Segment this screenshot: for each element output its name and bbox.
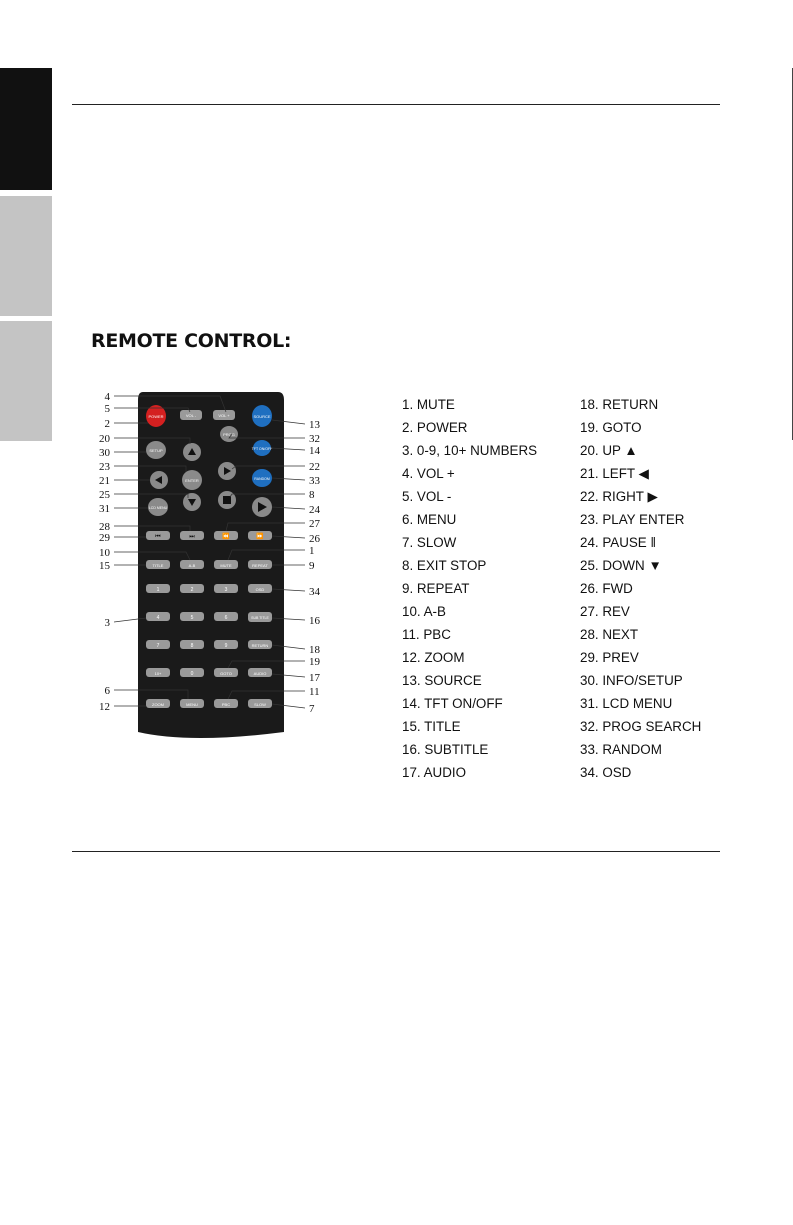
svg-text:REPEAT: REPEAT <box>252 563 268 568</box>
source-button[interactable] <box>252 405 272 427</box>
legend-item: 1. MUTE <box>402 397 455 412</box>
callout-27: 27 <box>309 518 320 530</box>
subtitle-button[interactable] <box>248 612 272 622</box>
callout-9: 9 <box>309 560 315 572</box>
remote-control-diagram <box>0 360 400 780</box>
callout-11: 11 <box>309 686 320 698</box>
svg-text:10+: 10+ <box>154 671 162 676</box>
prev-icon[interactable] <box>146 531 170 540</box>
svg-text:0: 0 <box>190 671 194 677</box>
svg-text:6: 6 <box>224 615 228 621</box>
fwd-icon[interactable] <box>248 531 272 540</box>
callout-8: 8 <box>309 489 315 501</box>
svg-text:A-B: A-B <box>188 563 196 568</box>
svg-text:9: 9 <box>224 643 228 649</box>
svg-text:7: 7 <box>156 643 160 649</box>
legend-item: 28. NEXT <box>580 627 639 642</box>
legend-item: 11. PBC <box>402 627 451 642</box>
pbc-button[interactable] <box>214 699 238 708</box>
svg-text:MENU: MENU <box>186 702 198 707</box>
key-1[interactable] <box>146 584 170 593</box>
legend-item: 16. SUBTITLE <box>402 742 489 757</box>
callout-30: 30 <box>99 447 110 459</box>
vol-plus-button[interactable] <box>213 410 235 420</box>
callout-19: 19 <box>309 656 320 668</box>
svg-text:POWER: POWER <box>148 414 164 419</box>
legend-item: 31. LCD MENU <box>580 696 673 711</box>
legend-item: 27. REV <box>580 604 630 619</box>
svg-text:SETUP: SETUP <box>149 448 163 453</box>
legend-item: 21. LEFT ◀ <box>580 466 649 481</box>
callout-2: 2 <box>104 418 110 430</box>
svg-text:PBC: PBC <box>221 702 231 707</box>
svg-text:ZOOM: ZOOM <box>152 702 164 707</box>
legend-item: 8. EXIT STOP <box>402 558 487 573</box>
key-10-plus[interactable] <box>146 668 170 677</box>
section-tab <box>0 196 52 316</box>
key-3[interactable] <box>214 584 238 593</box>
rev-icon[interactable] <box>214 531 238 540</box>
callout-23: 23 <box>99 461 110 473</box>
callout-14: 14 <box>309 445 320 457</box>
legend-item: 5. VOL - <box>402 489 452 504</box>
callout-25: 25 <box>99 489 110 501</box>
legend-item: 18. RETURN <box>580 397 659 412</box>
svg-text:⏮: ⏮ <box>155 534 161 540</box>
key-5[interactable] <box>180 612 204 621</box>
legend-item: 6. MENU <box>402 512 457 527</box>
lcd-menu-button[interactable] <box>148 498 168 516</box>
ab-button[interactable] <box>180 560 204 569</box>
legend-item: 30. INFO/SETUP <box>580 673 683 688</box>
osd-button[interactable] <box>248 584 272 593</box>
svg-text:RETURN: RETURN <box>251 643 269 648</box>
svg-text:TFT ON/OFF: TFT ON/OFF <box>251 447 273 451</box>
menu-button[interactable] <box>180 699 204 708</box>
svg-text:LCD MENU: LCD MENU <box>148 506 168 510</box>
mute-button[interactable] <box>214 560 238 569</box>
callout-20: 20 <box>99 433 110 445</box>
legend-item: 13. SOURCE <box>402 673 482 688</box>
down-arrow-icon[interactable] <box>183 493 201 511</box>
legend-item: 4. VOL + <box>402 466 455 481</box>
title-button[interactable] <box>146 560 170 569</box>
legend-item: 10. A-B <box>402 604 446 619</box>
svg-text:ENTER: ENTER <box>185 478 199 483</box>
up-arrow-icon[interactable] <box>183 443 201 461</box>
callout-21: 21 <box>99 475 110 487</box>
right-arrow-icon[interactable] <box>218 462 236 480</box>
callout-29: 29 <box>99 532 110 544</box>
callout-28: 28 <box>99 521 110 533</box>
callout-16: 16 <box>309 615 320 627</box>
legend-item: 9. REPEAT <box>402 581 470 596</box>
svg-text:VOL -: VOL - <box>185 413 197 418</box>
svg-text:⏪: ⏪ <box>222 534 230 540</box>
callout-10: 10 <box>99 547 110 559</box>
zoom-button[interactable] <box>146 699 170 708</box>
svg-text:PROG: PROG <box>223 432 235 437</box>
callout-6: 6 <box>104 685 110 697</box>
legend-item: 7. SLOW <box>402 535 457 550</box>
footer-rule <box>72 851 720 852</box>
legend-item: 12. ZOOM <box>402 650 465 665</box>
legend-item: 2. POWER <box>402 420 468 435</box>
svg-text:OSD: OSD <box>255 587 265 592</box>
callout-33: 33 <box>309 475 320 487</box>
svg-text:SOURCE: SOURCE <box>253 414 271 419</box>
legend-item: 15. TITLE <box>402 719 461 734</box>
key-7[interactable] <box>146 640 170 649</box>
svg-text:VOL +: VOL + <box>218 413 230 418</box>
legend-item: 25. DOWN ▼ <box>580 558 662 573</box>
key-0[interactable] <box>180 668 204 677</box>
callout-13: 13 <box>309 419 320 431</box>
play-pause-icon[interactable] <box>252 497 272 517</box>
key-9[interactable] <box>214 640 238 649</box>
setup-button[interactable] <box>146 441 166 459</box>
page-title: REMOTE CONTROL: <box>91 330 292 352</box>
legend-item: 20. UP ▲ <box>580 443 638 458</box>
legend-item: 22. RIGHT ▶ <box>580 489 658 504</box>
callout-31: 31 <box>99 503 110 515</box>
callout-22: 22 <box>309 461 320 473</box>
callout-26: 26 <box>309 533 320 545</box>
callout-15: 15 <box>99 560 110 572</box>
callout-7: 7 <box>309 703 315 715</box>
legend-item: 32. PROG SEARCH <box>580 719 702 734</box>
callout-34: 34 <box>309 586 320 598</box>
key-8[interactable] <box>180 640 204 649</box>
key-2[interactable] <box>180 584 204 593</box>
legend-item: 23. PLAY ENTER <box>580 512 685 527</box>
svg-text:⏩: ⏩ <box>256 534 264 540</box>
legend-item: 24. PAUSE ‖ <box>580 535 656 550</box>
key-6[interactable] <box>214 612 238 621</box>
svg-text:SLOW: SLOW <box>254 702 266 707</box>
repeat-button[interactable] <box>248 560 272 569</box>
section-tab-active <box>0 68 52 190</box>
header-rule <box>72 104 720 105</box>
svg-text:8: 8 <box>190 643 194 649</box>
svg-text:RANDOM: RANDOM <box>254 477 270 481</box>
legend-item: 3. 0-9, 10+ NUMBERS <box>402 443 538 458</box>
legend-item: 34. OSD <box>580 765 632 780</box>
svg-text:5: 5 <box>190 615 194 621</box>
svg-text:4: 4 <box>156 615 160 621</box>
svg-text:1: 1 <box>156 587 160 593</box>
callout-3: 3 <box>104 617 110 629</box>
legend-item: 29. PREV <box>580 650 639 665</box>
callout-24: 24 <box>309 504 320 516</box>
callout-4: 4 <box>104 391 110 403</box>
button-legend-right <box>580 393 701 784</box>
slow-button[interactable] <box>248 699 272 708</box>
left-arrow-icon[interactable] <box>150 471 168 489</box>
svg-text:TITLE: TITLE <box>152 563 164 568</box>
key-4[interactable] <box>146 612 170 621</box>
svg-text:AUDIO: AUDIO <box>253 671 267 676</box>
return-button[interactable] <box>248 640 272 649</box>
svg-text:2: 2 <box>190 587 194 593</box>
enter-button[interactable] <box>182 470 202 490</box>
callout-17: 17 <box>309 672 320 684</box>
next-icon[interactable] <box>180 531 204 540</box>
svg-text:GOTO: GOTO <box>220 671 232 676</box>
legend-item: 33. RANDOM <box>580 742 662 757</box>
callout-1: 1 <box>309 545 315 557</box>
goto-button[interactable] <box>214 668 238 677</box>
legend-item: 17. AUDIO <box>402 765 467 780</box>
legend-item: 26. FWD <box>580 581 633 596</box>
prog-button[interactable] <box>220 426 238 442</box>
callout-18: 18 <box>309 644 320 656</box>
callout-5: 5 <box>104 403 110 415</box>
legend-item: 19. GOTO <box>580 420 642 435</box>
svg-text:SUB TITLE: SUB TITLE <box>251 616 269 620</box>
svg-text:MUTE: MUTE <box>220 563 232 568</box>
legend-item: 14. TFT ON/OFF <box>402 696 503 711</box>
svg-text:3: 3 <box>224 587 228 593</box>
callout-32: 32 <box>309 433 320 445</box>
svg-text:⏭: ⏭ <box>189 534 195 540</box>
random-button[interactable] <box>252 469 272 487</box>
button-legend-left <box>402 393 537 784</box>
callout-12: 12 <box>99 701 110 713</box>
vol-minus-button[interactable] <box>180 410 202 420</box>
audio-button[interactable] <box>248 668 272 677</box>
